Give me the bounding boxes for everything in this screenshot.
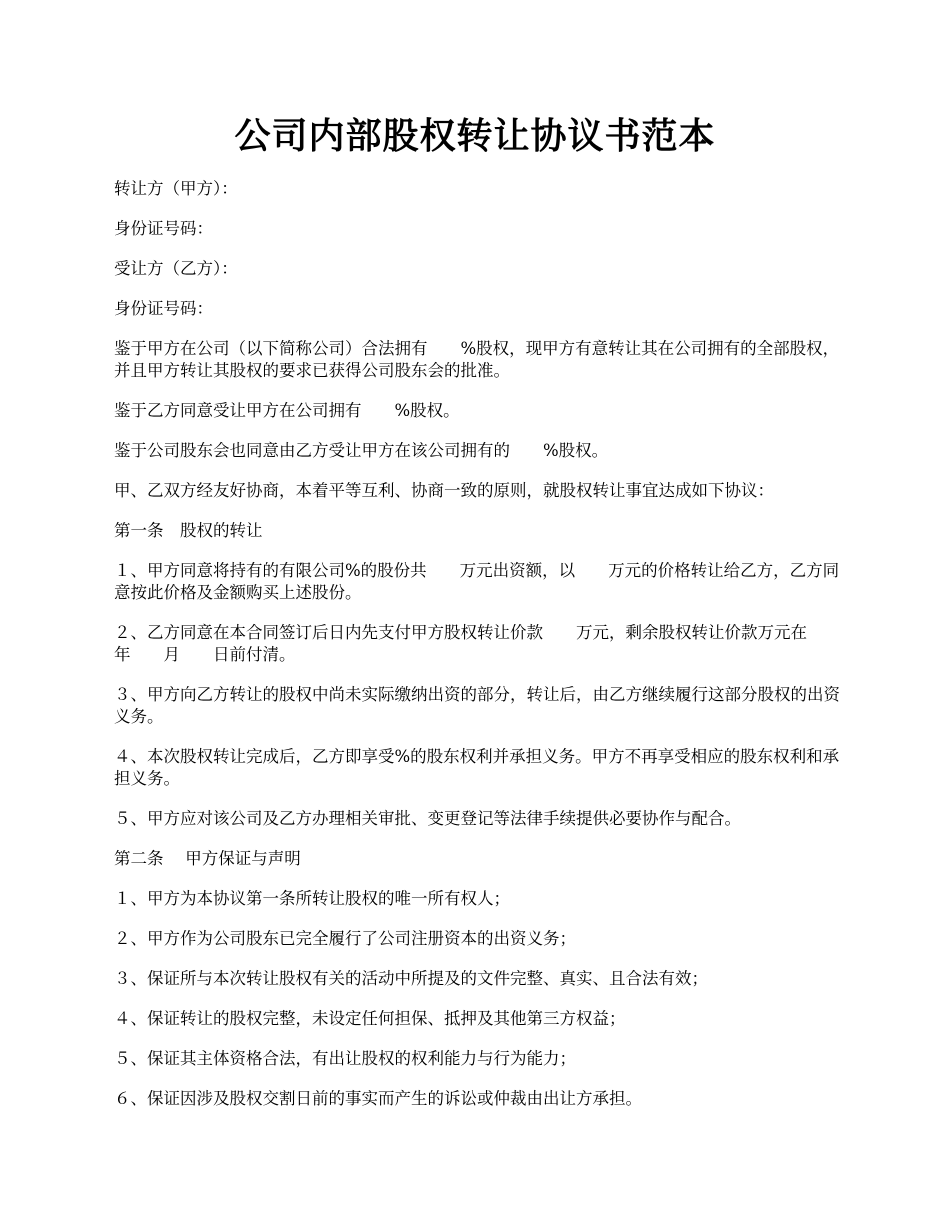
paragraph: ２、乙方同意在本合同签订后日内先支付甲方股权转让价款 万元，剩余股权转让价款万元在 年 月 日前付清。 xyxy=(114,623,840,664)
paragraph: 身份证号码： xyxy=(114,299,213,318)
paragraph: ２、甲方作为公司股东已完全履行了公司注册资本的出资义务； xyxy=(114,929,576,948)
paragraph: ３、甲方向乙方转让的股权中尚未实际缴纳出资的部分，转让后，由乙方继续履行这部分股权的出资义务。 xyxy=(114,685,840,726)
paragraph: ３、保证所与本次转让股权有关的活动中所提及的文件完整、真实、且合法有效； xyxy=(114,969,708,988)
paragraph: 鉴于公司股东会也同意由乙方受让甲方在该公司拥有的 %股权。 xyxy=(114,441,609,460)
section-heading: 第二条 甲方保证与声明 xyxy=(114,849,301,868)
paragraph: ６、保证因涉及股权交割日前的事实而产生的诉讼或仲裁由出让方承担。 xyxy=(114,1089,642,1108)
document-title: 公司内部股权转让协议书范本 xyxy=(234,115,716,157)
paragraph: 甲、乙双方经友好协商，本着平等互利、协商一致的原则，就股权转让事宜达成如下协议： xyxy=(114,481,774,500)
paragraph: 鉴于甲方在公司（以下简称公司）合法拥有 %股权，现甲方有意转让其在公司拥有的全部股权，并且甲方转让其股权的要求已获得公司股东会的批准。 xyxy=(114,339,840,380)
paragraph: ５、保证其主体资格合法，有出让股权的权利能力与行为能力； xyxy=(114,1049,576,1068)
paragraph: ４、保证转让的股权完整，未设定任何担保、抵押及其他第三方权益； xyxy=(114,1009,626,1028)
paragraph: 身份证号码： xyxy=(114,219,213,238)
paragraph: 转让方（甲方）： xyxy=(114,179,238,198)
paragraph: ５、甲方应对该公司及乙方办理相关审批、变更登记等法律手续提供必要协作与配合。 xyxy=(114,809,741,828)
section-heading: 第一条 股权的转让 xyxy=(114,521,263,540)
paragraph: 鉴于乙方同意受让甲方在公司拥有 %股权。 xyxy=(114,401,460,420)
paragraph: 受让方（乙方）： xyxy=(114,259,238,278)
paragraph: ４、本次股权转让完成后，乙方即享受%的股东权利并承担义务。甲方不再享受相应的股东权利和承担义务。 xyxy=(114,747,840,788)
document-body xyxy=(114,178,844,1128)
paragraph: １、甲方为本协议第一条所转让股权的唯一所有权人； xyxy=(114,889,510,908)
paragraph: １、甲方同意将持有的有限公司%的股份共 万元出资额，以 万元的价格转让给乙方，乙方同意按此价格及金额购买上述股份。 xyxy=(114,561,840,602)
